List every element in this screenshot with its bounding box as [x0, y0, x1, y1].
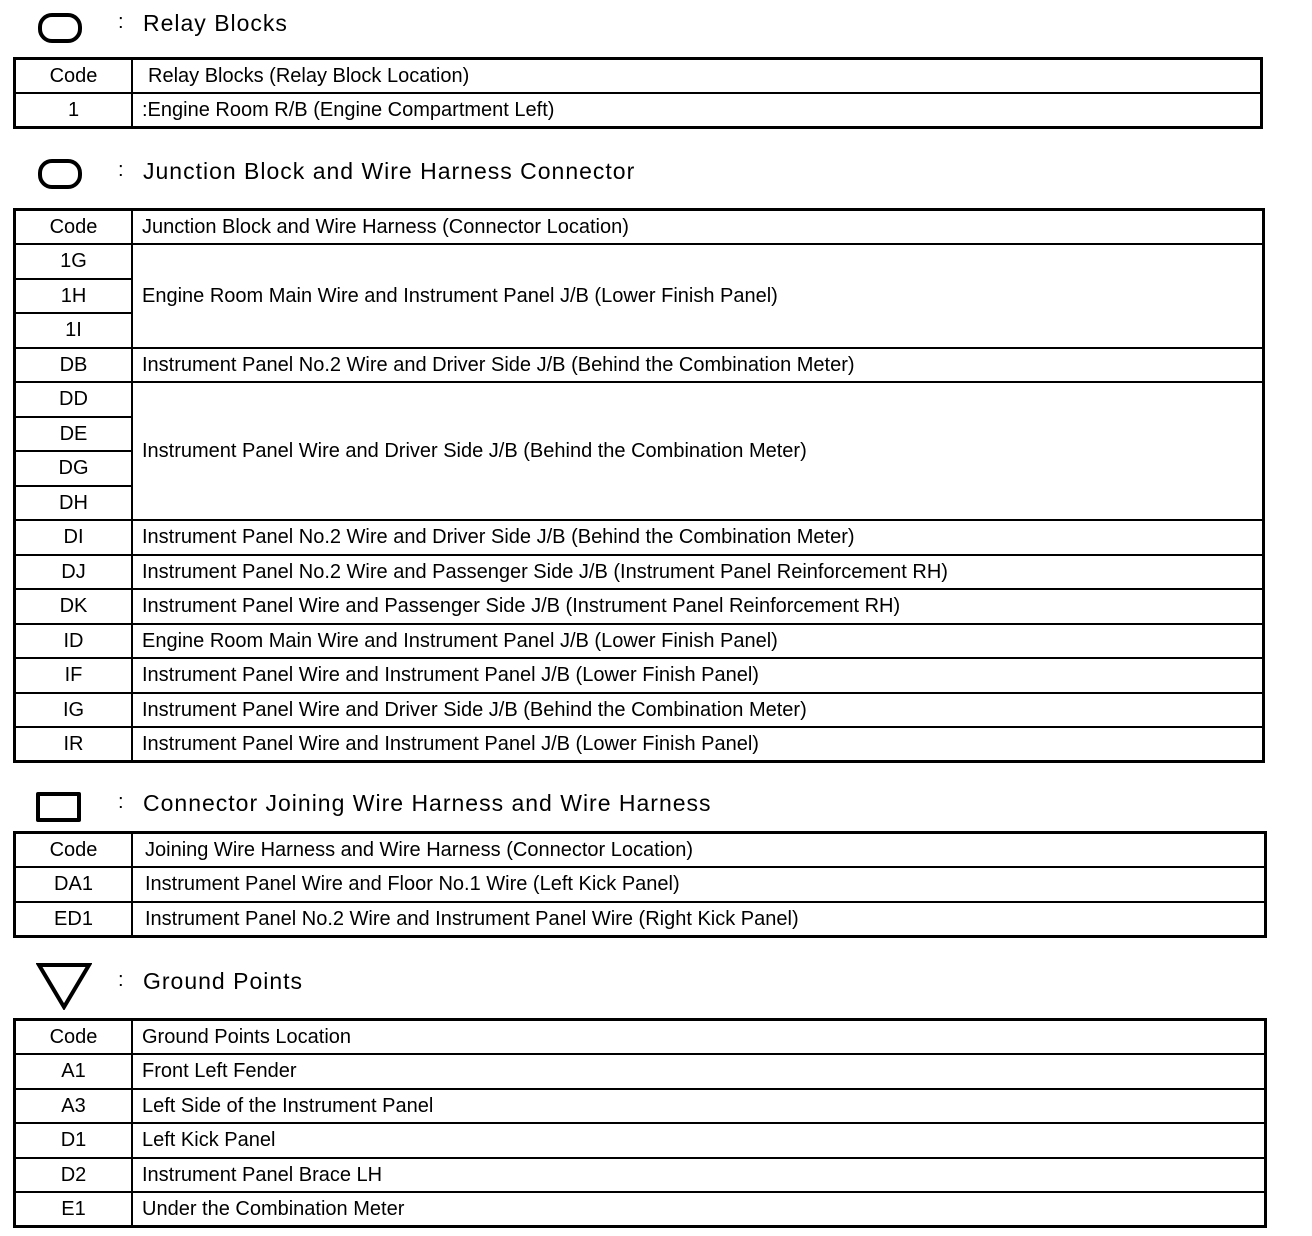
relay-blocks-table	[13, 57, 1263, 129]
heading-colon: :	[118, 159, 124, 181]
code-cell: IF	[15, 658, 133, 693]
code-cell: DI	[15, 520, 133, 555]
table-row	[15, 867, 1266, 902]
section-title: Relay Blocks	[143, 10, 288, 36]
description-header: Joining Wire Harness and Wire Harness (Connector Location)	[132, 833, 1266, 868]
description-cell: Left Kick Panel	[132, 1123, 1266, 1158]
code-header: Code	[15, 59, 133, 94]
code-header: Code	[15, 210, 133, 245]
heading-colon: :	[118, 11, 124, 33]
junction-block-heading	[0, 154, 1312, 194]
description-cell: Instrument Panel Wire and Instrument Panel J/B (Lower Finish Panel)	[132, 658, 1264, 693]
relay-blocks-heading	[0, 6, 1312, 46]
code-cell: E1	[15, 1192, 133, 1227]
code-cell: 1H	[15, 279, 133, 314]
description-header: Relay Blocks (Relay Block Location)	[132, 59, 1262, 94]
code-cell: DB	[15, 348, 133, 383]
code-cell: IG	[15, 693, 133, 728]
code-cell: ED1	[15, 902, 133, 937]
heading-colon: :	[118, 969, 124, 991]
description-cell: Instrument Panel Wire and Driver Side J/B (Behind the Combination Meter)	[132, 382, 1264, 520]
table-row	[15, 1158, 1266, 1193]
table-row	[15, 1054, 1266, 1089]
table-row	[15, 902, 1266, 937]
table-row	[15, 727, 1264, 762]
code-cell: 1I	[15, 313, 133, 348]
code-cell: DG	[15, 451, 133, 486]
table-row	[15, 382, 1264, 417]
description-header: Ground Points Location	[132, 1020, 1266, 1055]
description-cell: Instrument Panel No.2 Wire and Driver Side J/B (Behind the Combination Meter)	[132, 520, 1264, 555]
table-header-row	[15, 833, 1266, 868]
joining-connector-rectangle-icon	[36, 792, 81, 822]
section-title: Junction Block and Wire Harness Connector	[143, 158, 636, 184]
junction-block-table	[13, 208, 1265, 763]
relay-block-oval-icon	[38, 13, 82, 43]
description-cell: Instrument Panel Wire and Instrument Panel J/B (Lower Finish Panel)	[132, 727, 1264, 762]
table-row	[15, 1123, 1266, 1158]
description-cell: Instrument Panel No.2 Wire and Driver Side J/B (Behind the Combination Meter)	[132, 348, 1264, 383]
table-row	[15, 520, 1264, 555]
code-cell: DD	[15, 382, 133, 417]
table-row	[15, 624, 1264, 659]
ground-points-table	[13, 1018, 1267, 1228]
table-row	[15, 1089, 1266, 1124]
code-cell: DJ	[15, 555, 133, 590]
section-title: Ground Points	[143, 968, 304, 994]
code-cell: DA1	[15, 867, 133, 902]
table-header-row	[15, 1020, 1266, 1055]
junction-block-oval-icon	[38, 159, 82, 189]
table-row	[15, 1192, 1266, 1227]
description-header: Junction Block and Wire Harness (Connector Location)	[132, 210, 1264, 245]
description-cell: Front Left Fender	[132, 1054, 1266, 1089]
code-cell: D1	[15, 1123, 133, 1158]
code-cell: DE	[15, 417, 133, 452]
description-cell: Under the Combination Meter	[132, 1192, 1266, 1227]
code-cell: IR	[15, 727, 133, 762]
description-cell: Engine Room Main Wire and Instrument Panel J/B (Lower Finish Panel)	[132, 624, 1264, 659]
code-cell: 1	[15, 93, 133, 128]
code-header: Code	[15, 833, 133, 868]
joining-connector-heading	[0, 786, 1312, 826]
section-title: Connector Joining Wire Harness and Wire Harness	[143, 790, 712, 816]
table-row	[15, 555, 1264, 590]
description-cell: Instrument Panel Wire and Driver Side J/B (Behind the Combination Meter)	[132, 693, 1264, 728]
code-cell: 1G	[15, 244, 133, 279]
description-cell: Engine Room Main Wire and Instrument Panel J/B (Lower Finish Panel)	[132, 244, 1264, 348]
description-cell: Instrument Panel No.2 Wire and Passenger Side J/B (Instrument Panel Reinforcement RH)	[132, 555, 1264, 590]
code-cell: DK	[15, 589, 133, 624]
description-cell: Left Side of the Instrument Panel	[132, 1089, 1266, 1124]
code-cell: DH	[15, 486, 133, 521]
table-header-row	[15, 210, 1264, 245]
table-row	[15, 348, 1264, 383]
code-cell: ID	[15, 624, 133, 659]
code-cell: A3	[15, 1089, 133, 1124]
description-cell: Instrument Panel No.2 Wire and Instrument Panel Wire (Right Kick Panel)	[132, 902, 1266, 937]
table-row	[15, 589, 1264, 624]
heading-colon: :	[118, 791, 124, 813]
table-row	[15, 93, 1262, 128]
ground-points-heading	[0, 960, 1312, 1012]
code-header: Code	[15, 1020, 133, 1055]
joining-connector-table	[13, 831, 1267, 938]
code-cell: D2	[15, 1158, 133, 1193]
description-cell: Instrument Panel Brace LH	[132, 1158, 1266, 1193]
table-row	[15, 693, 1264, 728]
table-row	[15, 658, 1264, 693]
description-cell: Instrument Panel Wire and Passenger Side J/B (Instrument Panel Reinforcement RH)	[132, 589, 1264, 624]
table-header-row	[15, 59, 1262, 94]
code-cell: A1	[15, 1054, 133, 1089]
table-row	[15, 244, 1264, 279]
description-cell: :Engine Room R/B (Engine Compartment Left)	[132, 93, 1262, 128]
description-cell: Instrument Panel Wire and Floor No.1 Wire (Left Kick Panel)	[132, 867, 1266, 902]
ground-point-triangle-icon	[36, 962, 92, 1010]
